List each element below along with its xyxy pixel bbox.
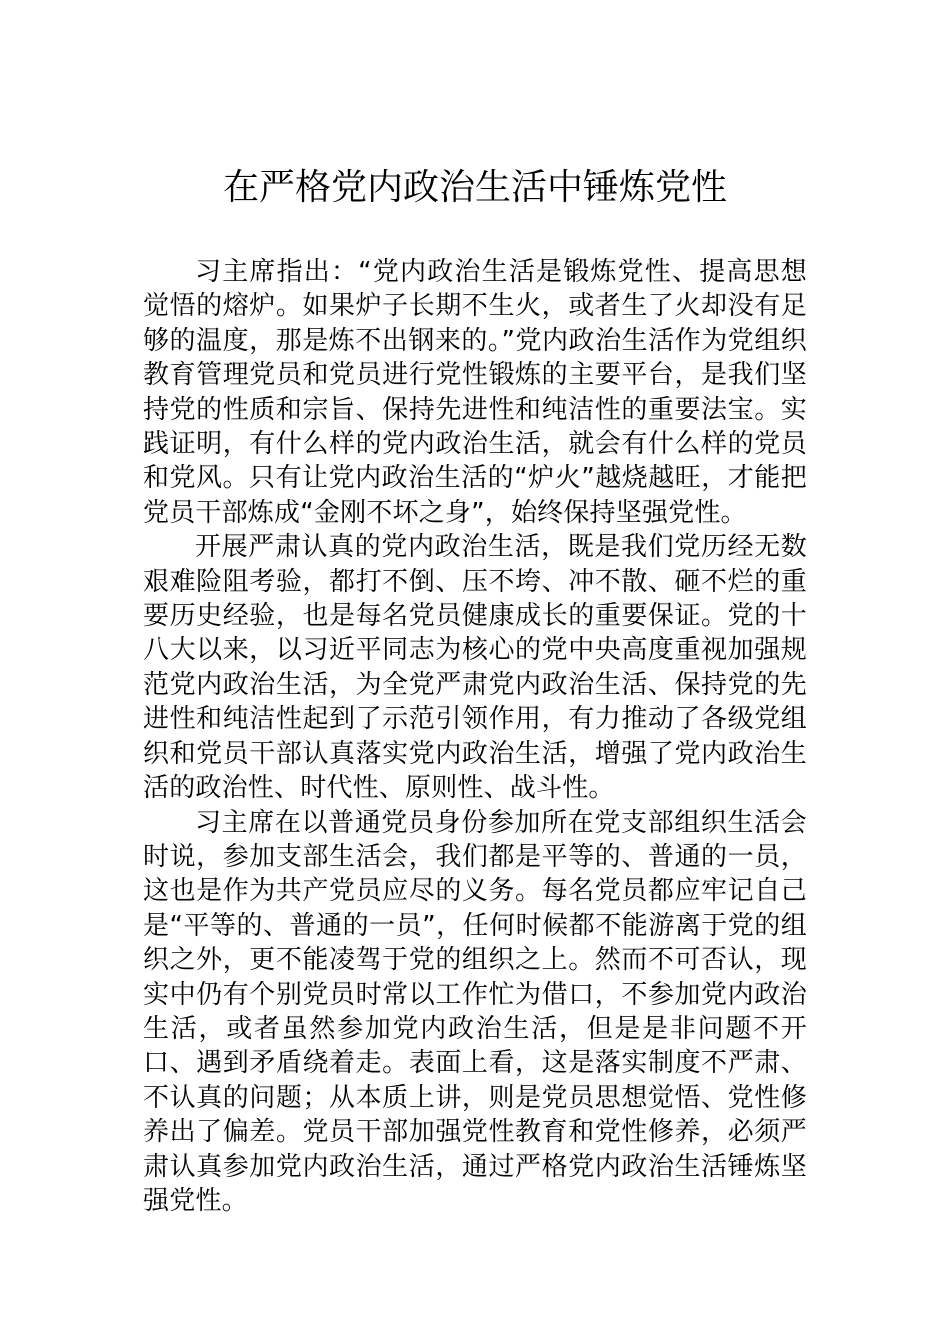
document-title: 在严格党内政治生活中锤炼党性	[222, 167, 727, 208]
paragraph: 习主席在以普通党员身份参加所在党支部组织生活会时说，参加支部生活会，我们都是平等的、普通的一员，这也是作为共产党员应尽的义务。每名党员都应牢记自己是“平等的、普通的一员”，任何时候都不能游离于党的组织之外，更不能凌驾于党的组织之上。然而不可否认，现实中仍有个别党员时常以工作忙为借口，不参加党内政治生活，或者虽然参加党内政治生活，但是是非问题不开口、遇到矛盾绕着走。表面上看，这是落实制度不严肃、不认真的问题；从本质上讲，则是党员思想觉悟、党性修养出了偏差。党员干部加强党性教育和党性修养，必须严肃认真参加党内政治生活，通过严格党内政治生活锤炼坚强党性。	[143, 807, 807, 1216]
paragraph: 习主席指出：“党内政治生活是锻炼党性、提高思想觉悟的熔炉。如果炉子长期不生火，或者生了火却没有足够的温度，那是炼不出钢来的。”党内政治生活作为党组织教育管理党员和党员进行党性锻炼的主要平台，是我们坚持党的性质和宗旨、保持先进性和纯洁性的重要法宝。实践证明，有什么样的党内政治生活，就会有什么样的党员和党风。只有让党内政治生活的“炉火”越烧越旺，才能把党员干部炼成“金刚不坏之身”，始终保持坚强党性。	[143, 257, 807, 528]
document-body	[143, 255, 807, 1218]
paragraph: 开展严肃认真的党内政治生活，既是我们党历经无数艰难险阻考验，都打不倒、压不垮、冲不散、砸不烂的重要历史经验，也是每名党员健康成长的重要保证。党的十八大以来，以习近平同志为核心的党中央高度重视加强规范党内政治生活，为全党严肃党内政治生活、保持党的先进性和纯洁性起到了示范引领作用，有力推动了各级党组织和党员干部认真落实党内政治生活，增强了党内政治生活的政治性、时代性、原则性、战斗性。	[143, 532, 807, 804]
